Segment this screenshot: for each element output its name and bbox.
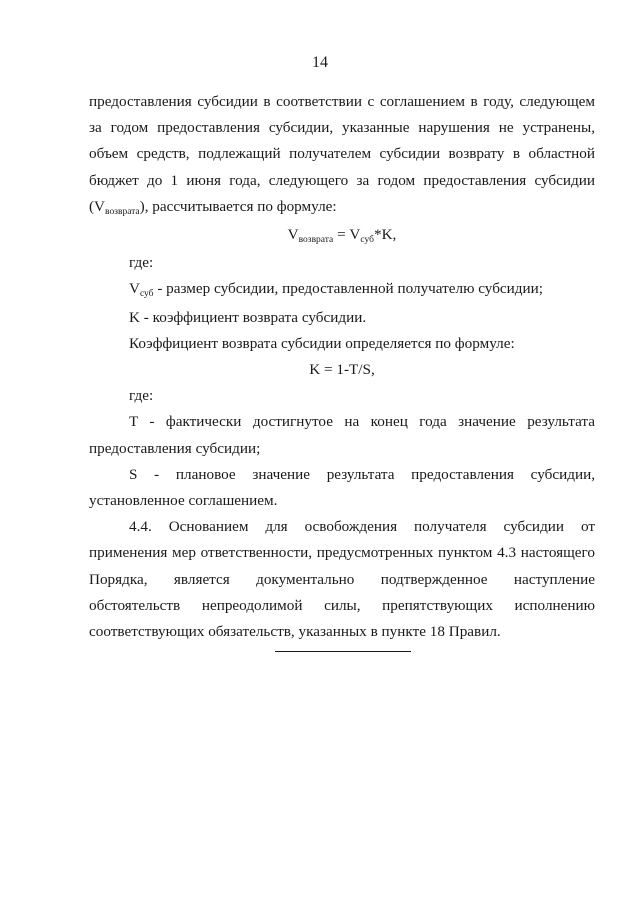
subscript: суб [360,235,374,246]
where-label: где: [129,254,154,272]
section-4-4-line: Порядка, является документально подтвержденное наступление [89,570,595,588]
paragraph-line: предоставления субсидии в соответствии с соглашением в году, следующем [89,93,595,110]
end-divider [275,651,411,652]
definition-s-line: установленное соглашением. [89,492,278,510]
definition-t-line: предоставления субсидии; [89,439,261,457]
formula-return-volume: $V_{возврата} = V_{суб}*K$, [287,226,397,246]
paragraph-line: объем средств, подлежащий получателем субсидии возврату в областной [89,145,595,163]
section-4-4-line: 4.4. Основанием для освобождения получателя субсидии от [129,518,595,536]
paragraph-line [89,194,595,222]
paragraph-line: за годом предоставления субсидии, указанные нарушения не устранены, [89,119,595,137]
page-number: 14 [312,54,328,71]
section-4-4-line: обстоятельств непреодолимой силы, препятствующих исполнению [89,596,595,614]
definition-s-line: S - плановое значение результата предоставления субсидии, [129,465,595,483]
text-fragment: (V [89,197,106,215]
definition-vsub: $V_{суб}$ - размер субсидии, предоставленной получателю субсидии; [129,280,543,300]
formula-coefficient: K = 1-T/S, [309,361,375,379]
coefficient-intro: Коэффициент возврата субсидии определяется по формуле: [129,334,515,352]
definition-k: K - коэффициент возврата субсидии. [129,308,367,326]
text-fragment: ), рассчитывается по формуле: [139,197,337,215]
subscript: суб [139,289,154,300]
subscript: возврата [298,235,334,246]
section-4-4-line: применения мер ответственности, предусмотренных пунктом 4.3 настоящего [89,544,595,562]
subscript: возврата [105,206,140,217]
paragraph-line: бюджет до 1 июня года, следующего за годом предоставления субсидии [89,171,595,189]
document-body [89,89,595,645]
definition-t-line: T - фактически достигнутое на конец года значение результата [129,413,595,431]
where-label: где: [129,387,154,405]
section-4-4-line: соответствующих обязательств, указанных в пункте 18 Правил. [89,623,501,641]
